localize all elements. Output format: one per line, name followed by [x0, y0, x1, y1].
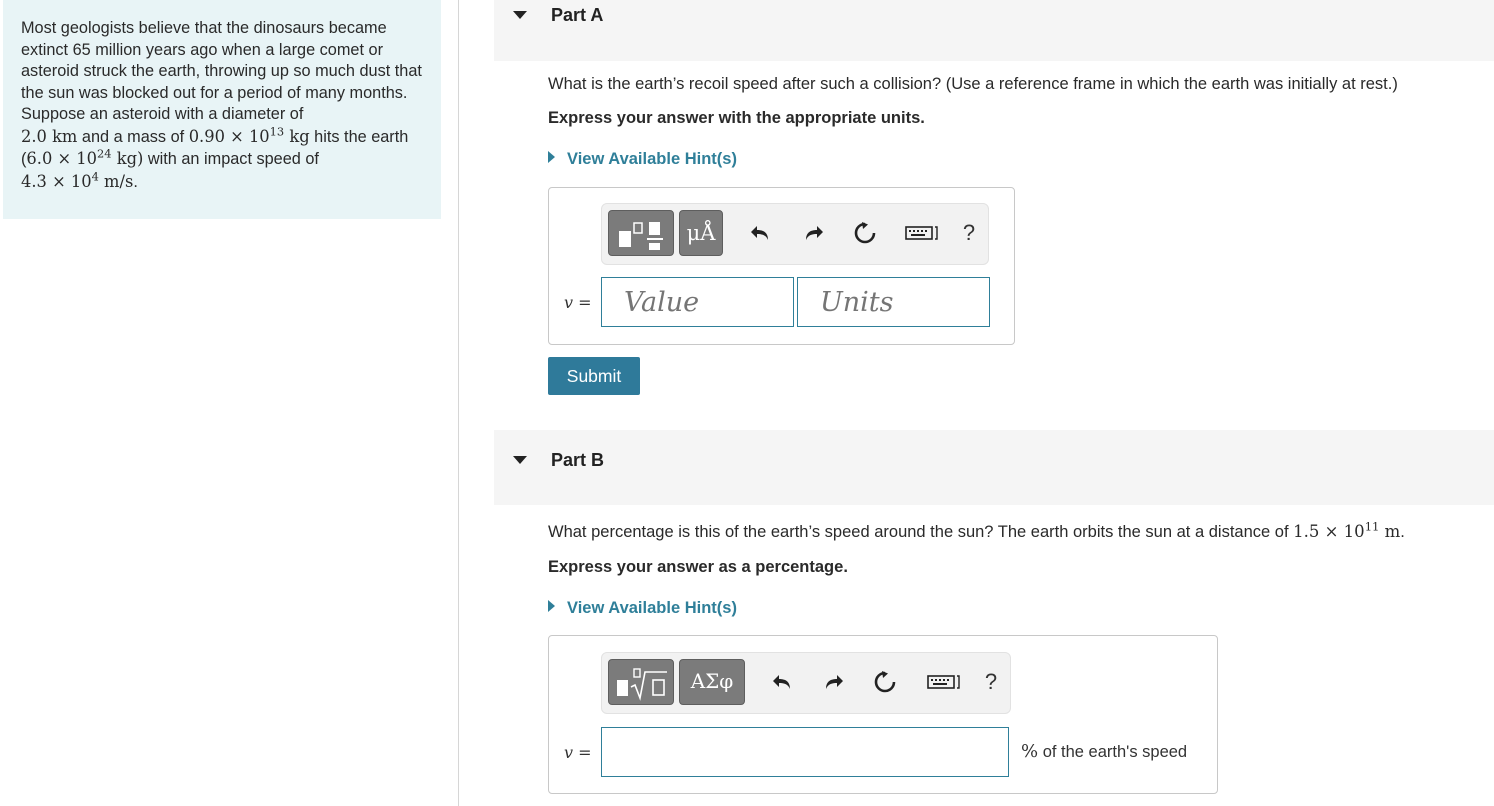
units-button[interactable]: [679, 210, 723, 256]
part-a-instruction: Express your answer with the appropriate units.: [548, 109, 925, 127]
greek-symbols-button[interactable]: [679, 659, 745, 705]
redo-icon[interactable]: [798, 218, 828, 248]
units-input[interactable]: [797, 277, 990, 327]
help-icon[interactable]: ?: [984, 669, 998, 694]
panel-divider: [458, 0, 459, 806]
part-a-question: What is the earth’s recoil speed after such a collision? (Use a reference frame in which the earth was initially at rest.): [548, 75, 1398, 93]
expand-triangle-icon: [548, 600, 555, 612]
reset-icon[interactable]: [870, 667, 900, 697]
symbols-label: ΑΣφ: [690, 669, 734, 693]
templates-button[interactable]: [608, 210, 674, 256]
problem-statement: [3, 0, 441, 219]
problem-period: .: [133, 172, 138, 191]
units-symbol: μÅ: [686, 221, 716, 245]
redo-icon[interactable]: [818, 667, 848, 697]
radical-templates-button[interactable]: [608, 659, 674, 705]
templates-icon: [609, 211, 675, 257]
part-a-hint-toggle[interactable]: [548, 150, 737, 169]
collapse-caret-icon[interactable]: [513, 456, 527, 464]
hint-label: View Available Hint(s): [567, 599, 737, 617]
part-a-title: Part A: [551, 5, 604, 25]
undo-icon[interactable]: [746, 218, 776, 248]
undo-icon[interactable]: [768, 667, 798, 697]
part-b-question: What percentage is this of the earth’s speed around the sun? The earth orbits the sun at a distance of $1.5 \times 10^{11}$ m.: [548, 519, 1405, 541]
reset-icon[interactable]: [850, 218, 880, 248]
radical-templates-icon: [609, 660, 675, 706]
part-b-instruction: Express your answer as a percentage.: [548, 558, 848, 576]
problem-hits-text: hits the earth (: [21, 127, 409, 168]
asteroid-mass: $0.90 \times 10^{13}$ kg: [188, 124, 310, 146]
part-b-answer-box: [548, 635, 1218, 794]
asteroid-diameter: 2.0 km: [21, 126, 78, 146]
percentage-suffix: % of the earth's speed: [1021, 741, 1188, 762]
hint-label: View Available Hint(s): [567, 150, 737, 168]
part-a-variable-label: v =: [564, 293, 592, 312]
part-b-math-toolbar: [601, 652, 1011, 714]
part-a-math-toolbar: [601, 203, 989, 265]
keyboard-icon[interactable]: [924, 667, 964, 697]
part-b-header[interactable]: [494, 430, 1494, 505]
help-icon[interactable]: ?: [962, 220, 976, 245]
submit-button[interactable]: Submit: [548, 357, 640, 395]
problem-impact-text: with an impact speed of: [143, 150, 319, 168]
problem-mass-text: and a mass of: [77, 127, 189, 146]
collapse-caret-icon[interactable]: [513, 11, 527, 19]
part-b-hint-toggle[interactable]: [548, 599, 737, 618]
expand-triangle-icon: [548, 151, 555, 163]
part-b-variable-label: v =: [564, 743, 592, 762]
value-input[interactable]: [601, 277, 794, 327]
part-a-header[interactable]: [494, 0, 1494, 61]
problem-intro: Most geologists believe that the dinosaurs became extinct 65 million years ago when a large comet or asteroid struck the earth, throwing up so much dust that the sun was blocked out for a period of many months. Suppose an asteroid with a diameter of: [21, 19, 422, 123]
part-b-title: Part B: [551, 450, 605, 470]
impact-speed: $4.3 \times 10^4$ m/s: [21, 169, 134, 191]
keyboard-icon[interactable]: [902, 218, 942, 248]
percentage-input[interactable]: [601, 727, 1009, 777]
part-a-answer-box: [548, 187, 1015, 345]
earth-mass: $6.0 \times 10^{24}$ kg): [26, 146, 144, 168]
